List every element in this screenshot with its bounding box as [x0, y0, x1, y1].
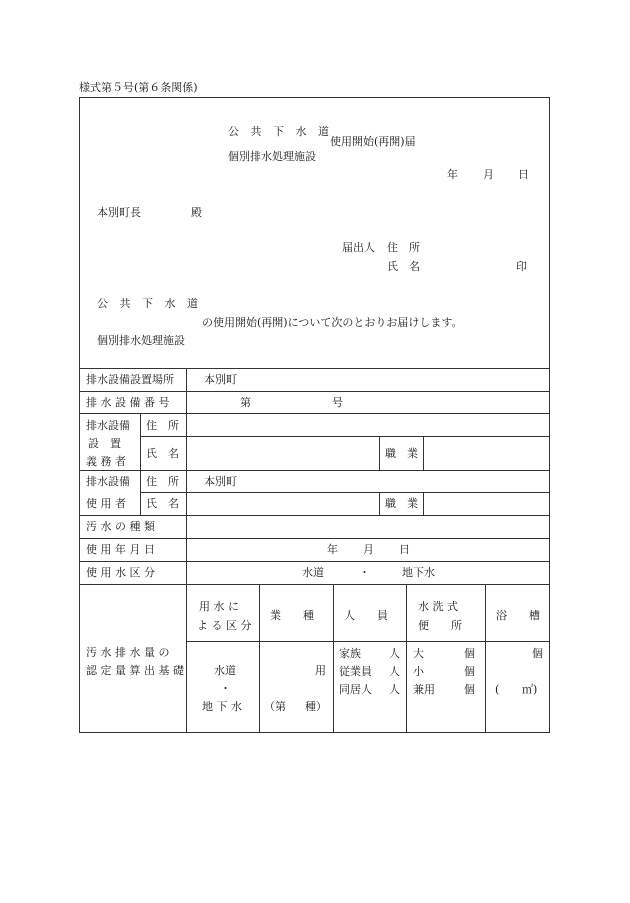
col-divider	[186, 368, 187, 732]
applicant-label: 届出人	[342, 241, 375, 254]
col-divider	[423, 436, 424, 470]
honorific: 殿	[191, 206, 202, 219]
row-divider	[80, 538, 549, 539]
col-divider	[406, 584, 407, 732]
toilet-unit: 個	[464, 683, 475, 696]
row-divider	[80, 413, 549, 414]
date-day: 日	[518, 168, 529, 181]
row-divider	[80, 470, 549, 471]
obligor-address-label: 住 所	[146, 419, 179, 432]
toilet-unit: 個	[464, 665, 475, 678]
location-value: 本別町	[204, 373, 237, 386]
obligor-label-2: 設 置	[88, 437, 121, 450]
persons-cohabitant: 同居人	[339, 683, 372, 696]
toilet-large: 大	[413, 647, 424, 660]
cell-use: 用	[315, 664, 326, 677]
start-year: 年	[327, 543, 338, 556]
row-divider	[140, 436, 549, 437]
toilet-small: 小	[413, 665, 424, 678]
col-persons-label: 人 員	[344, 609, 388, 622]
body-type-individual: 個別排水処理施設	[97, 334, 185, 347]
col-divider	[485, 584, 486, 732]
toilet-combined: 兼用	[413, 683, 435, 696]
user-address-label: 住 所	[146, 475, 179, 488]
start-month: 月	[363, 543, 374, 556]
col-toilet-label-1: 水 洗 式	[418, 600, 458, 613]
row-divider	[80, 584, 549, 585]
obligor-label-1: 排水設備	[86, 419, 130, 432]
seal-mark: 印	[516, 260, 527, 273]
col-divider	[140, 413, 141, 515]
location-label: 排水設備設置場所	[86, 373, 174, 386]
obligor-label-3: 義 務 者	[86, 455, 126, 468]
col-divider	[259, 584, 260, 732]
bath-unit: 個	[532, 647, 543, 660]
sewage-type-label: 汚 水 の 種 類	[86, 520, 155, 533]
user-occupation-label: 職 業	[385, 497, 418, 510]
cell-class-close: 種）	[305, 700, 327, 713]
body-type-public: 公 共 下 水 道	[97, 297, 202, 310]
col-divider	[333, 584, 334, 732]
persons-employee: 従業員	[339, 665, 372, 678]
water-class-ground: 地下水	[402, 566, 435, 579]
obligor-occupation-label: 職 業	[385, 447, 418, 460]
water-class-label: 使 用 水 区 分	[86, 566, 155, 579]
date-year: 年	[447, 168, 458, 181]
col-business-label: 業 種	[270, 609, 314, 622]
persons-unit: 人	[389, 647, 400, 660]
form-number: 様式第５号(第６条関係)	[79, 81, 198, 94]
applicant-address-label: 住 所	[387, 241, 420, 254]
persons-family: 家族	[339, 647, 361, 660]
form-title: 使用開始(再開)届	[330, 135, 416, 148]
row-divider	[80, 391, 549, 392]
bath-volume-open: (	[495, 683, 500, 696]
start-date-label: 使 用 年 月 日	[86, 543, 155, 556]
col-bath-label: 浴 槽	[496, 609, 540, 622]
persons-unit: 人	[389, 683, 400, 696]
user-name-label: 氏 名	[146, 497, 179, 510]
header-type-individual: 個別排水処理施設	[228, 150, 316, 163]
start-day: 日	[399, 543, 410, 556]
col-divider	[379, 492, 380, 515]
toilet-unit: 個	[464, 647, 475, 660]
cell-dot: ・	[220, 682, 231, 695]
row-divider	[80, 561, 549, 562]
date-month: 月	[483, 168, 494, 181]
col-divider	[423, 492, 424, 515]
user-address-value: 本別町	[204, 475, 237, 488]
number-prefix: 第	[240, 396, 251, 409]
water-class-tap: 水道	[302, 566, 324, 579]
row-divider	[80, 515, 549, 516]
persons-unit: 人	[389, 665, 400, 678]
row-divider	[140, 492, 549, 493]
form-frame	[79, 97, 550, 733]
row-divider	[186, 641, 549, 642]
water-class-separator: ・	[359, 566, 370, 579]
col-water-label-2: よ る 区 分	[197, 619, 252, 632]
cell-class-open: （第	[264, 700, 286, 713]
cell-tap: 水道	[214, 664, 236, 677]
number-label: 排 水 設 備 番 号	[86, 396, 170, 409]
addressee: 本別町長	[97, 206, 141, 219]
header-type-public: 公 共 下 水 道	[228, 125, 333, 138]
user-label-2: 使 用 者	[86, 497, 126, 510]
row-divider	[80, 368, 549, 369]
col-water-label-1: 用 水 に	[199, 600, 239, 613]
bath-volume-unit: ㎥)	[522, 683, 538, 696]
body-text: の使用開始(再開)について次のとおりお届けします。	[202, 316, 463, 329]
obligor-name-label: 氏 名	[146, 447, 179, 460]
basis-label-1: 汚 水 排 水 量 の	[86, 646, 170, 659]
applicant-name-label: 氏 名	[387, 260, 420, 273]
cell-ground: 地 下 水	[202, 700, 242, 713]
col-toilet-label-2: 便 所	[418, 619, 462, 632]
col-divider	[379, 436, 380, 470]
number-suffix: 号	[332, 396, 343, 409]
basis-label-2: 認 定 量 算 出 基 礎	[86, 664, 184, 677]
user-label-1: 排水設備	[86, 475, 130, 488]
